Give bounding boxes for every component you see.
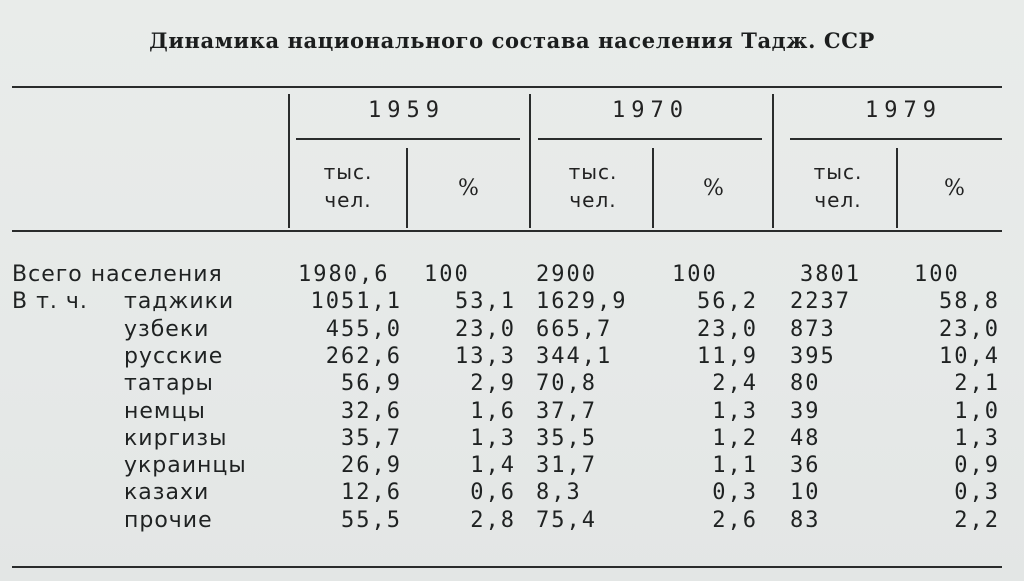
col-divider-1970-1979: [772, 94, 774, 228]
cell-value: 37,7: [536, 398, 597, 424]
row-prefix: В т. ч.: [12, 289, 88, 315]
cell-value: 2237: [790, 289, 851, 315]
cell-value: 26,9: [341, 453, 402, 479]
cell-value: 53,1: [455, 289, 516, 315]
cell-value: 31,7: [536, 453, 597, 479]
unit-percent-1970: %: [703, 176, 724, 201]
cell-value: 1,4: [470, 453, 516, 479]
unit-percent-1959: %: [458, 176, 479, 201]
cell-value: 665,7: [536, 316, 613, 342]
cell-value: 1629,9: [536, 289, 628, 315]
cell-value: 1,6: [470, 398, 516, 424]
unit-thousands-1979: тыс. чел.: [813, 160, 863, 212]
row-label: киргизы: [124, 425, 228, 451]
header-rule: [12, 230, 1002, 232]
cell-value: 80: [790, 371, 821, 397]
row-label: русские: [124, 343, 224, 369]
table-row: [0, 399, 1024, 425]
year-1979: 1979: [865, 98, 942, 123]
cell-value: 2,8: [470, 507, 516, 533]
cell-value: 13,3: [455, 343, 516, 369]
table-row: [0, 453, 1024, 479]
row-label: узбеки: [124, 316, 210, 342]
cell-value: 0,3: [712, 480, 758, 506]
year-1970: 1970: [612, 98, 689, 123]
row-label: казахи: [124, 480, 210, 506]
cell-value: 262,6: [325, 343, 402, 369]
cell-value: 39: [790, 398, 821, 424]
cell-value: 10: [790, 480, 821, 506]
cell-value: 10,4: [939, 343, 1000, 369]
cell-value: 100: [914, 262, 960, 287]
cell-value: 873: [790, 316, 836, 342]
table-row: [0, 426, 1024, 452]
sub-divider-1959: [406, 148, 408, 228]
row-label: украинцы: [124, 453, 247, 479]
year-underline-1970: [538, 138, 762, 140]
row-label: таджики: [124, 289, 235, 315]
cell-value: 8,3: [536, 480, 582, 506]
cell-value: 23,0: [939, 316, 1000, 342]
cell-value: 3801: [800, 262, 861, 287]
row-label: татары: [124, 371, 214, 397]
table-row: [0, 371, 1024, 397]
unit-percent-1979: %: [944, 176, 965, 201]
cell-value: 55,5: [341, 507, 402, 533]
cell-value: 32,6: [341, 398, 402, 424]
cell-value: 1,2: [712, 425, 758, 451]
cell-value: 2,9: [470, 371, 516, 397]
cell-value: 23,0: [697, 316, 758, 342]
year-1959: 1959: [368, 98, 445, 123]
cell-value: 11,9: [697, 343, 758, 369]
table-title: Динамика национального состава населения Тадж. ССР: [149, 28, 875, 53]
cell-value: 48: [790, 425, 821, 451]
cell-value: 2,1: [954, 371, 1000, 397]
unit-thousands-1970: тыс. чел.: [568, 160, 618, 212]
cell-value: 0,6: [470, 480, 516, 506]
cell-value: 2,4: [712, 371, 758, 397]
sub-divider-1970: [652, 148, 654, 228]
table-row: [0, 344, 1024, 370]
cell-value: 70,8: [536, 371, 597, 397]
cell-value: 344,1: [536, 343, 613, 369]
cell-value: 0,9: [954, 453, 1000, 479]
row-label: немцы: [124, 398, 206, 424]
year-underline-1979: [790, 138, 1002, 140]
cell-value: 0,3: [954, 480, 1000, 506]
cell-value: 35,7: [341, 425, 402, 451]
cell-value: 1051,1: [310, 289, 402, 315]
cell-value: 2900: [536, 262, 597, 287]
table-row: [0, 262, 1024, 288]
table-row: [0, 317, 1024, 343]
row-prefix: Всего населения: [12, 262, 223, 287]
cell-value: 1,3: [470, 425, 516, 451]
table-row: [0, 289, 1024, 315]
cell-value: 1,1: [712, 453, 758, 479]
cell-value: 75,4: [536, 507, 597, 533]
cell-value: 100: [424, 262, 470, 287]
cell-value: 1,0: [954, 398, 1000, 424]
cell-value: 2,6: [712, 507, 758, 533]
cell-value: 12,6: [341, 480, 402, 506]
cell-value: 1,3: [712, 398, 758, 424]
sub-divider-1979: [896, 148, 898, 228]
cell-value: 100: [672, 262, 718, 287]
cell-value: 1,3: [954, 425, 1000, 451]
year-underline-1959: [296, 138, 520, 140]
table-row: [0, 508, 1024, 534]
top-rule: [12, 86, 1002, 88]
unit-thousands-1959: тыс. чел.: [323, 160, 373, 212]
row-label: прочие: [124, 507, 213, 533]
cell-value: 35,5: [536, 425, 597, 451]
cell-value: 455,0: [325, 316, 402, 342]
cell-value: 23,0: [455, 316, 516, 342]
col-divider-1959-1970: [529, 94, 531, 228]
cell-value: 395: [790, 343, 836, 369]
cell-value: 1980,6: [298, 262, 390, 287]
table-row: [0, 480, 1024, 506]
bottom-rule: [12, 566, 1002, 568]
col-divider-stub: [288, 94, 290, 228]
cell-value: 2,2: [954, 507, 1000, 533]
cell-value: 56,2: [697, 289, 758, 315]
cell-value: 36: [790, 453, 821, 479]
cell-value: 83: [790, 507, 821, 533]
cell-value: 56,9: [341, 371, 402, 397]
cell-value: 58,8: [939, 289, 1000, 315]
